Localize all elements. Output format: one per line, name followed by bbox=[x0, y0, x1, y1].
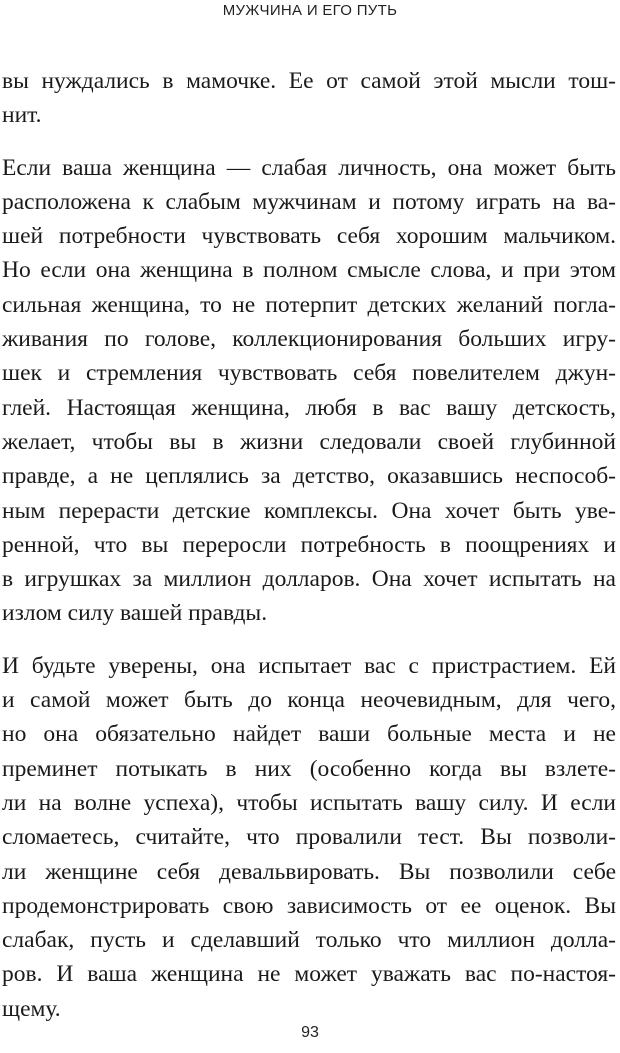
text-line: ренной, что вы переросли потребность в поощрениях и bbox=[2, 531, 616, 558]
text-line: Если ваша женщина — слабая личность, она может быть bbox=[2, 154, 616, 181]
text-line: нит. bbox=[2, 102, 42, 129]
paragraph-2 bbox=[2, 151, 616, 631]
text-line: слабак, пусть и сделавший только что миллион долла- bbox=[2, 927, 616, 954]
page-number: 93 bbox=[301, 1024, 319, 1041]
text-line: излом силу вашей правды. bbox=[2, 600, 268, 627]
text-line: продемонстрировать свою зависимость от ее оценок. Вы bbox=[2, 892, 616, 919]
running-header: МУЖЧИНА И ЕГО ПУТЬ bbox=[222, 2, 398, 19]
text-line: ров. И ваша женщина не может уважать вас по-настоя- bbox=[2, 961, 616, 988]
text-line: глей. Настоящая женщина, любя в вас вашу детскость, bbox=[2, 394, 616, 421]
text-line: щему. bbox=[2, 995, 61, 1022]
paragraph-1 bbox=[2, 64, 616, 133]
text-line: желает, чтобы вы в жизни следовали своей глубинной bbox=[2, 428, 616, 455]
text-line: ным перерасти детские комплексы. Она хочет быть уве- bbox=[2, 497, 616, 524]
text-line: И будьте уверены, она испытает вас с пристрастием. Ей bbox=[2, 652, 616, 679]
text-line: шек и стремления чувствовать себя повелителем джун- bbox=[2, 360, 616, 387]
text-line: но она обязательно найдет ваши больные места и не bbox=[2, 721, 616, 748]
text-line: правде, а не цеплялись за детство, оказавшись неспособ- bbox=[2, 463, 616, 490]
text-line: и самой может быть до конца неочевидным, для чего, bbox=[2, 687, 616, 714]
text-line: сломаетесь, считайте, что провалили тест. Вы позволи- bbox=[2, 824, 616, 851]
paragraph-3 bbox=[2, 649, 616, 1026]
text-line: Но если она женщина в полном смысле слова, и при этом bbox=[2, 257, 616, 284]
text-line: ли женщине себя девальвировать. Вы позволили себе bbox=[2, 858, 616, 885]
text-line: в игрушках за миллион долларов. Она хочет испытать на bbox=[2, 566, 616, 593]
text-line: сильная женщина, то не потерпит детских желаний погла- bbox=[2, 291, 616, 318]
text-line: живания по голове, коллекционирования больших игру- bbox=[2, 326, 616, 353]
text-line: преминет потыкать в них (особенно когда вы взлете- bbox=[2, 755, 616, 782]
text-line: ли на волне успеха), чтобы испытать вашу силу. И если bbox=[2, 789, 616, 816]
text-line: шей потребности чувствовать себя хорошим мальчиком. bbox=[2, 223, 616, 250]
body-text bbox=[2, 64, 616, 1026]
text-line: расположена к слабым мужчинам и потому играть на ва- bbox=[2, 188, 616, 215]
text-line: вы нуждались в мамочке. Ее от самой этой мысли тош- bbox=[2, 68, 616, 94]
